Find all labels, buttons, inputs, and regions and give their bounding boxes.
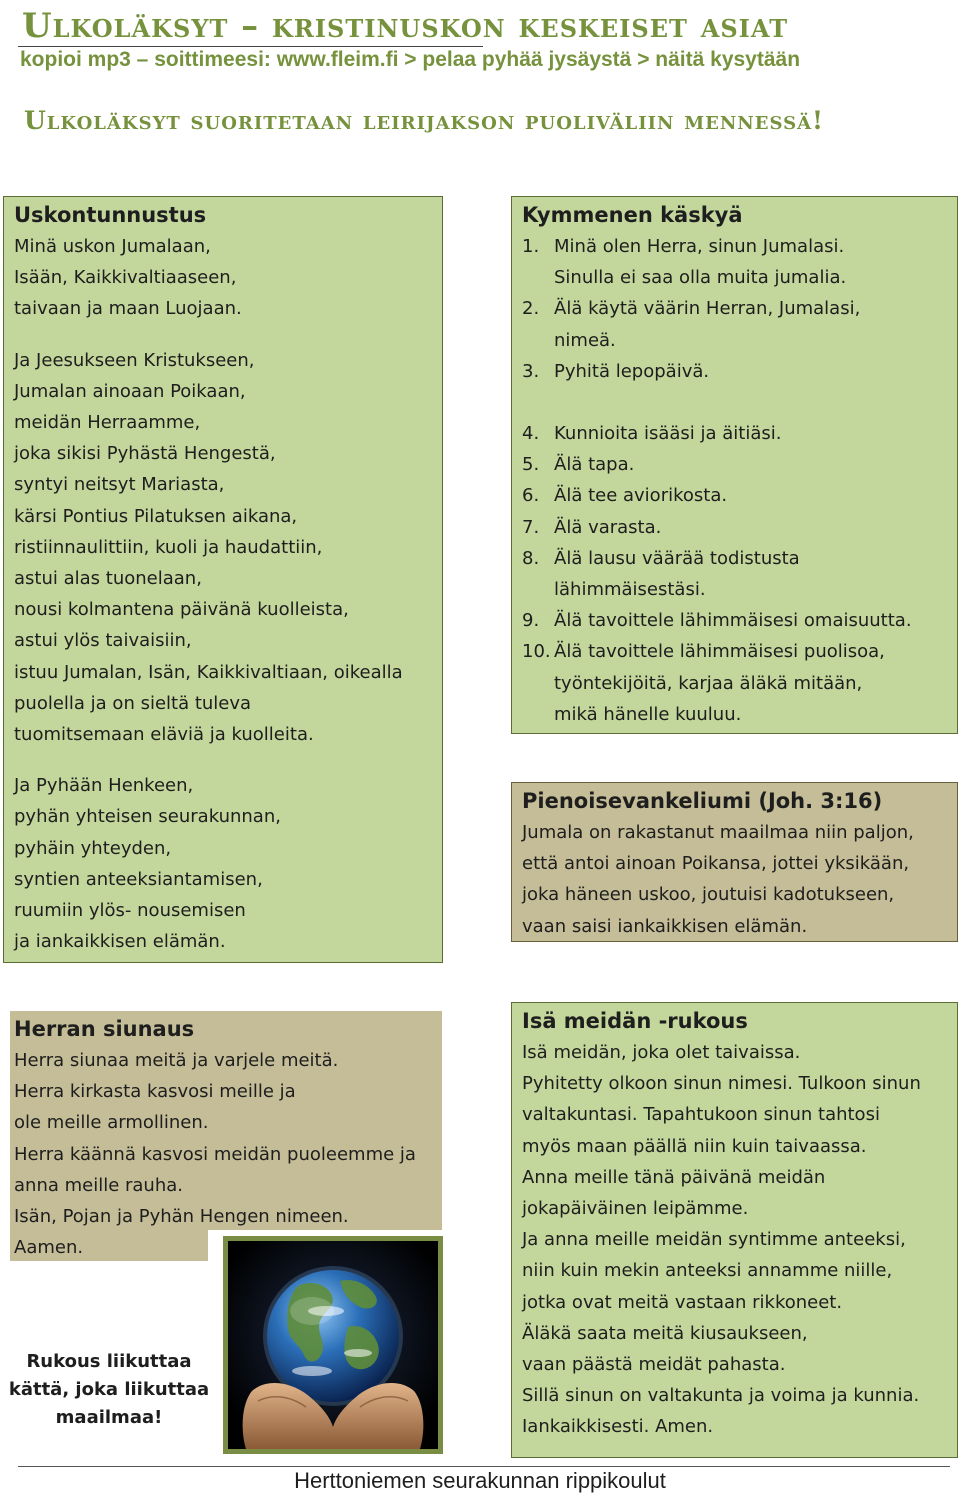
earth-globe-icon [228, 1241, 438, 1449]
text-line: astui alas tuonelaan, [14, 568, 202, 590]
text-line: jotka ovat meitä vastaan rikkoneet. [522, 1291, 843, 1313]
item-text [554, 418, 781, 449]
item-text [554, 512, 661, 543]
text-line: Anna meille tänä päivänä meidän [522, 1166, 826, 1188]
stanza-gap [14, 325, 432, 345]
commandments-box [511, 196, 958, 734]
item-number: 9. [522, 610, 540, 632]
text-line: Minä olen Herra, sinun Jumalasi. [554, 236, 845, 257]
item-number: 4. [522, 423, 540, 445]
text-line: taivaan ja maan Luojaan. [14, 298, 242, 320]
text-line: valtakuntasi. Tapahtukoon sinun tahtosi [522, 1104, 880, 1126]
text-line: ole meille armollinen. [14, 1112, 209, 1134]
text-line: vaan päästä meidät pahasta. [522, 1354, 786, 1376]
text-line: Aamen. [14, 1237, 84, 1259]
list-item [522, 356, 947, 387]
list-item [522, 480, 947, 511]
blessing-title: Herran siunaus [14, 1017, 195, 1041]
text-line: joka sikisi Pyhästä Hengestä, [14, 443, 276, 465]
text-line: mikä hänelle kuuluu. [554, 703, 742, 725]
text-line: Älä tavoittele lähimmäisesi omaisuutta. [554, 610, 912, 632]
text-line: niin kuin mekin anteeksi annamme niille, [522, 1260, 893, 1282]
item-number: 2. [522, 298, 540, 320]
creed-title: Uskontunnustus [14, 203, 207, 227]
text-line: Minä uskon Jumalaan, [14, 236, 211, 257]
caption-line: kättä, joka liikuttaa [8, 1379, 210, 1400]
item-number: 6. [522, 485, 540, 507]
creed-box [3, 196, 443, 963]
little-gospel-title: Pienoisevankeliumi (Joh. 3:16) [522, 789, 883, 813]
text-line: Herra kirkasta kasvosi meille ja [14, 1081, 296, 1103]
text-line: Pyhitä lepopäivä. [554, 360, 710, 382]
footer-text: Herttoniemen seurakunnan rippikoulut [294, 1468, 666, 1493]
page-title: Ulkoläksyt – kristinuskon keskeiset asiat [22, 6, 789, 46]
item-number: 1. [522, 236, 540, 257]
text-line: että antoi ainoan Poikansa, jottei yksikään, [522, 853, 910, 875]
creed-text [14, 231, 432, 957]
item-text [554, 605, 912, 636]
item-text [554, 293, 860, 355]
footer-divider [18, 1466, 950, 1467]
text-line: puolella ja on sieltä tuleva [14, 692, 252, 714]
text-line: anna meille rauha. [14, 1174, 184, 1196]
text-line: Älä käytä väärin Herran, Jumalasi, [554, 298, 861, 320]
caption-line: Rukous liikuttaa [26, 1351, 192, 1372]
item-text [554, 636, 885, 730]
list-item [522, 231, 947, 293]
deadline-notice: Ulkoläksyt suoritetaan leirijakson puoliväliin mennessä! [24, 106, 825, 135]
text-line: jokapäiväinen leipämme. [522, 1198, 749, 1220]
list-item [522, 449, 947, 480]
lords-prayer-box [511, 1002, 958, 1458]
item-number: 5. [522, 454, 540, 476]
item-number: 7. [522, 516, 540, 538]
text-line: Isään, Kaikkivaltiaaseen, [14, 267, 237, 289]
caption-line: maailmaa! [55, 1407, 163, 1428]
item-number: 8. [522, 547, 540, 569]
commandments-title: Kymmenen käskyä [522, 203, 743, 227]
text-line: ristiinnaulittiin, kuoli ja haudattiin, [14, 536, 323, 558]
item-text [554, 231, 846, 293]
item-text [554, 449, 634, 480]
text-line: Herra siunaa meitä ja varjele meitä. [14, 1050, 339, 1071]
text-line: Älä varasta. [554, 516, 662, 538]
list-item [522, 418, 947, 449]
list-item [522, 636, 947, 730]
text-line: nousi kolmantena päivänä kuolleista, [14, 599, 349, 621]
text-line: Jumala on rakastanut maailmaa niin paljon, [522, 822, 914, 843]
text-line: syntien anteeksiantamisen, [14, 868, 263, 890]
text-line: Ja anna meille meidän syntimme anteeksi, [522, 1229, 906, 1251]
text-line: ruumiin ylös- nousemisen [14, 900, 246, 922]
lords-prayer-title: Isä meidän -rukous [522, 1009, 748, 1033]
text-line: kärsi Pontius Pilatuksen aikana, [14, 505, 298, 527]
text-line: istuu Jumalan, Isän, Kaikkivaltiaan, oikealla [14, 661, 403, 683]
text-line: Ja Pyhään Henkeen, [14, 775, 194, 797]
stanza-gap [14, 750, 432, 770]
text-line: nimeä. [554, 329, 616, 351]
text-line: Jumalan ainoaan Poikaan, [14, 380, 246, 402]
text-line: meidän Herraamme, [14, 412, 201, 434]
download-instructions: kopioi mp3 – soittimeesi: www.fleim.fi > pelaa pyhää jysäystä > näitä kysytään [20, 48, 801, 71]
text-line: Isä meidän, joka olet taivaissa. [522, 1042, 801, 1063]
text-line: myös maan päällä niin kuin taivaassa. [522, 1135, 867, 1157]
text-line: syntyi neitsyt Mariasta, [14, 474, 225, 496]
text-line: lähimmäisestäsi. [554, 579, 706, 601]
text-line: Isän, Pojan ja Pyhän Hengen nimeen. [14, 1206, 349, 1228]
text-line: ja iankaikkisen elämän. [14, 931, 226, 953]
text-line: työntekijöitä, karjaa äläkä mitään, [554, 672, 863, 694]
item-text [554, 543, 800, 605]
text-line: Iankaikkisesti. Amen. [522, 1416, 714, 1438]
text-line: pyhäin yhteyden, [14, 837, 172, 859]
list-item [522, 512, 947, 543]
text-line: Älä tapa. [554, 454, 635, 476]
text-line: pyhän yhteisen seurakunnan, [14, 806, 281, 828]
text-line: Herra käännä kasvosi meidän puoleemme ja [14, 1143, 416, 1165]
image-caption [8, 1348, 210, 1432]
commandments-list [522, 231, 947, 730]
item-text [554, 480, 727, 511]
earth-in-hands-image [223, 1236, 443, 1454]
list-item [522, 543, 947, 605]
text-line: vaan saisi iankaikkisen elämän. [522, 915, 808, 937]
item-number: 10. [522, 641, 551, 663]
list-item [522, 293, 947, 355]
text-line: Älä tee aviorikosta. [554, 485, 728, 507]
item-text [554, 356, 709, 387]
text-line: Sinulla ei saa olla muita jumalia. [554, 267, 847, 289]
text-line: astui ylös taivaisiin, [14, 630, 192, 652]
item-number: 3. [522, 360, 540, 382]
list-item [522, 605, 947, 636]
little-gospel-box [511, 782, 958, 942]
text-line: Kunnioita isääsi ja äitiäsi. [554, 423, 782, 445]
text-line: tuomitsemaan eläviä ja kuolleita. [14, 724, 314, 746]
text-line: Ja Jeesukseen Kristukseen, [14, 349, 255, 371]
blessing-box [10, 1011, 442, 1261]
text-line: joka häneen uskoo, joutuisi kadotukseen, [522, 884, 895, 906]
text-line: Älä lausu väärää todistusta [554, 547, 800, 569]
text-line: Pyhitetty olkoon sinun nimesi. Tulkoon sinun [522, 1073, 921, 1095]
text-line: Älä tavoittele lähimmäisesi puolisoa, [554, 641, 885, 663]
text-line: Äläkä saata meitä kiusaukseen, [522, 1322, 808, 1344]
text-line: Sillä sinun on valtakunta ja voima ja kunnia. [522, 1385, 920, 1407]
